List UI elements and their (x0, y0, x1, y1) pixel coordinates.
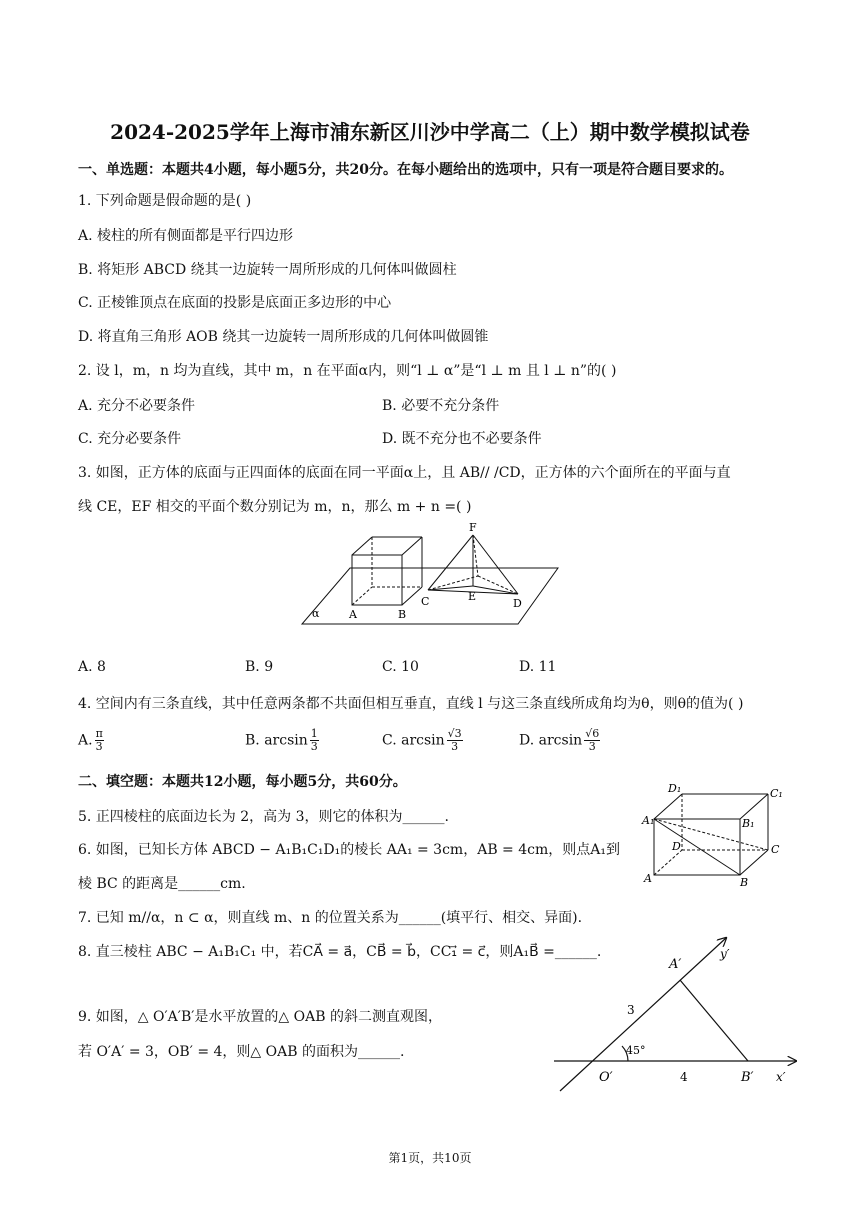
q9-figure-oblique-triangle (550, 928, 800, 1093)
q4-d-num: √6 (585, 727, 600, 740)
q2-option-d: D. 既不充分也不必要条件 (382, 431, 542, 447)
q4-c-fraction (447, 728, 463, 753)
label-B: B′ (741, 1070, 754, 1085)
q4-option-a (78, 728, 104, 753)
section-fill-blank: 二、填空题：本题共12小题，每小题5分，共60分。 (78, 774, 407, 790)
q4-option-d (519, 728, 600, 753)
q4-option-b (245, 728, 319, 753)
q3-option-c: C. 10 (382, 659, 419, 675)
q4-stem: 4. 空间内有三条直线，其中任意两条都不共面但相互垂直，直线 l 与这三条直线所成角均为θ，则θ的值为( ) (78, 696, 744, 712)
q3-stem-line2: 线 CE，EF 相交的平面个数分别记为 m，n，那么 m + n =( ) (78, 499, 472, 515)
label-C: C (421, 595, 430, 608)
label-B: B (398, 608, 407, 621)
q4-d-fraction (584, 728, 600, 753)
q9-line2: 若 O′A′ = 3，OB′ = 4，则△ OAB 的面积为______. (78, 1044, 405, 1060)
label-O: O′ (599, 1070, 613, 1085)
q3-option-b: B. 9 (245, 659, 274, 675)
label-A1: A₁ (642, 814, 655, 827)
label-A: A (644, 872, 652, 885)
q4-d-den: 3 (588, 740, 596, 753)
q5-text: 5. 正四棱柱的底面边长为 2，高为 3，则它的体积为______. (78, 809, 449, 825)
q2-option-a: A. 充分不必要条件 (78, 398, 196, 414)
plane-alpha (302, 568, 558, 624)
q2-stem: 2. 设 l，m，n 均为直线，其中 m，n 在平面α内，则“l ⊥ α”是“l ⊥ m 且 l ⊥ n”的( ) (78, 363, 617, 379)
segment-AB (680, 980, 748, 1061)
label-D1: D₁ (668, 782, 682, 795)
q1-option-d: D. 将直角三角形 AOB 绕其一边旋转一周所形成的几何体叫做圆锥 (78, 329, 489, 345)
page-footer: 第1页，共10页 (388, 1151, 472, 1165)
label-C1: C₁ (770, 787, 783, 800)
tetrahedron (428, 535, 518, 594)
q1-option-a: A. 棱柱的所有侧面都是平行四边形 (78, 228, 294, 244)
q7-text: 7. 已知 m//α，n ⊂ α，则直线 m、n 的位置关系为______(填平行、相交、异面). (78, 910, 583, 926)
q2-option-c: C. 充分必要条件 (78, 431, 182, 447)
label-A: A (349, 608, 357, 621)
label-alpha: α (312, 607, 320, 620)
label-B1: B₁ (742, 817, 755, 830)
q6-line2: 棱 BC 的距离是______cm. (78, 876, 246, 892)
q3-stem-line1: 3. 如图，正方体的底面与正四面体的底面在同一平面α上，且 AB// /CD，正方体的六个面所在的平面与直 (78, 465, 731, 481)
label-len3: 3 (627, 1003, 635, 1017)
label-A: A′ (669, 957, 682, 972)
q4-a-fraction (95, 728, 104, 753)
q4-option-c (382, 728, 463, 753)
q4-a-num: π (95, 727, 103, 740)
q9-line1: 9. 如图，△ O′A′B′是水平放置的△ OAB 的斜二测直观图， (78, 1009, 442, 1025)
label-x: x′ (776, 1070, 786, 1084)
label-F: F (469, 521, 477, 534)
label-B: B (740, 876, 749, 889)
q4-c-num: √3 (447, 727, 462, 740)
q2-option-b: B. 必要不充分条件 (382, 398, 500, 414)
q4-c-prefix: C. arcsin (382, 732, 445, 749)
q3-option-a: A. 8 (78, 659, 106, 675)
paper-title: 2024-2025学年上海市浦东新区川沙中学高二（上）期中数学模拟试卷 (110, 120, 750, 144)
q6-line1: 6. 如图，已知长方体 ABCD − A₁B₁C₁D₁的棱长 AA₁ = 3cm，AB = 4cm，则点A₁到 (78, 842, 620, 858)
q6-figure-cuboid (640, 782, 790, 890)
label-C: C (771, 843, 780, 856)
q3-figure-cube-tetrahedron (296, 518, 566, 630)
q4-b-fraction (310, 728, 319, 753)
label-y: y′ (720, 947, 730, 961)
q3-option-d: D. 11 (519, 659, 557, 675)
y-axis (560, 938, 726, 1091)
q4-b-den: 3 (310, 740, 318, 753)
label-D: D (513, 597, 522, 610)
section-single-choice: 一、单选题：本题共4小题，每小题5分，共20分。在每小题给出的选项中，只有一项是符合题目要求的。 (78, 162, 733, 178)
q4-a-prefix: A. (78, 732, 93, 749)
label-D: D (672, 840, 681, 853)
q1-option-b: B. 将矩形 ABCD 绕其一边旋转一周所形成的几何体叫做圆柱 (78, 262, 457, 278)
q4-d-prefix: D. arcsin (519, 732, 583, 749)
q4-c-den: 3 (451, 740, 459, 753)
q4-b-num: 1 (310, 727, 318, 740)
label-len4: 4 (680, 1070, 688, 1084)
q4-a-den: 3 (95, 740, 103, 753)
q4-b-prefix: B. arcsin (245, 732, 308, 749)
label-angle: 45° (626, 1044, 646, 1057)
q1-stem: 1. 下列命题是假命题的是( ) (78, 193, 252, 209)
q1-option-c: C. 正棱锥顶点在底面的投影是底面正多边形的中心 (78, 295, 392, 311)
q8-text: 8. 直三棱柱 ABC − A₁B₁C₁ 中，若CA⃗ = a⃗，CB⃗ = b⃗，CC₁⃗ = c⃗，则A₁B⃗ =______. (78, 944, 602, 960)
cube (352, 537, 422, 605)
label-E: E (468, 590, 477, 603)
